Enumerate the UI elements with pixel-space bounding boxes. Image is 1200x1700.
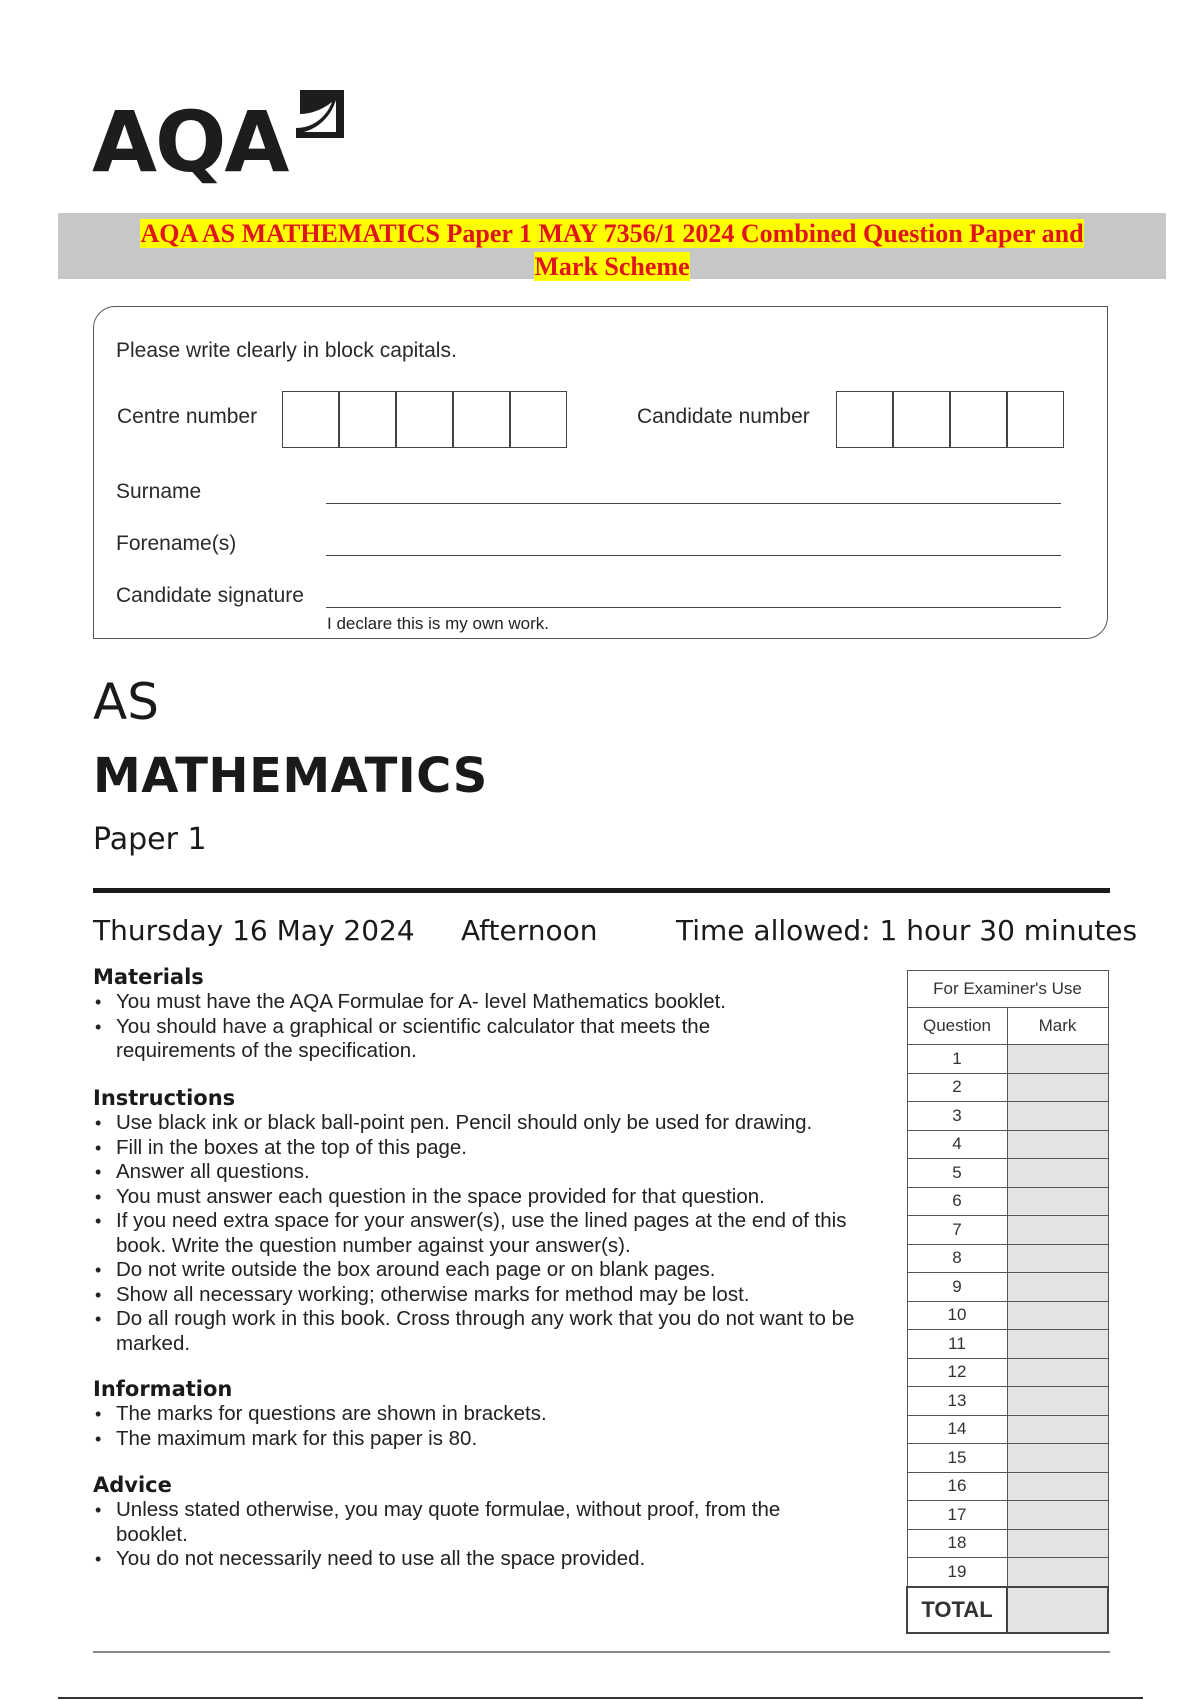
table-row — [907, 1415, 1108, 1444]
table-row — [907, 1073, 1108, 1102]
advice-heading: Advice — [93, 1473, 172, 1497]
centre-number-digit[interactable] — [453, 391, 510, 448]
question-number: 11 — [907, 1330, 1007, 1359]
mark-cell[interactable] — [1007, 1558, 1108, 1587]
subject-title: MATHEMATICS — [93, 748, 488, 804]
table-row — [907, 1130, 1108, 1159]
table-row — [907, 1159, 1108, 1188]
list-item: • Answer all questions. — [93, 1160, 893, 1185]
table-row — [907, 1529, 1108, 1558]
list-item: • The maximum mark for this paper is 80. — [93, 1427, 893, 1452]
mark-cell[interactable] — [1007, 1216, 1108, 1245]
question-number: 2 — [907, 1073, 1007, 1102]
list-item: • Fill in the boxes at the top of this page. — [93, 1136, 893, 1161]
question-column-header: Question — [907, 1008, 1007, 1045]
table-row — [907, 1558, 1108, 1587]
page-bottom-edge — [58, 1697, 1143, 1699]
candidate-number-digit[interactable] — [950, 391, 1007, 448]
question-number: 6 — [907, 1187, 1007, 1216]
list-item: • Show all necessary working; otherwise marks for method may be lost. — [93, 1283, 893, 1308]
forename-label: Forename(s) — [116, 532, 237, 555]
centre-number-digit[interactable] — [282, 391, 339, 448]
banner-line-1: AQA AS MATHEMATICS Paper 1 MAY 7356/1 2024 Combined Question Paper and — [140, 219, 1084, 248]
mark-cell[interactable] — [1007, 1501, 1108, 1530]
surname-label: Surname — [116, 480, 202, 503]
information-section — [93, 1376, 893, 1451]
mark-cell[interactable] — [1007, 1330, 1108, 1359]
mark-cell[interactable] — [1007, 1102, 1108, 1131]
examiner-use-table — [906, 970, 1109, 1634]
mark-cell[interactable] — [1007, 1415, 1108, 1444]
candidate-number-digit[interactable] — [893, 391, 950, 448]
table-row — [907, 1301, 1108, 1330]
table-row — [907, 1102, 1108, 1131]
table-row — [907, 1273, 1108, 1302]
logo-mark-icon — [292, 88, 348, 140]
candidate-number-field[interactable] — [836, 391, 1066, 448]
qualification-level: AS — [93, 673, 159, 731]
list-item: • You should have a graphical or scientific calculator that meets the requirements of the specification. — [93, 1015, 806, 1064]
candidate-details-box — [93, 306, 1108, 639]
table-row — [907, 1330, 1108, 1359]
list-item: • The marks for questions are shown in brackets. — [93, 1402, 893, 1427]
question-number: 9 — [907, 1273, 1007, 1302]
list-item: • Do all rough work in this book. Cross through any work that you do not want to be marked. — [93, 1307, 901, 1356]
table-row — [907, 1472, 1108, 1501]
question-number: 16 — [907, 1472, 1007, 1501]
forename-field[interactable] — [326, 555, 1061, 556]
table-row — [907, 1216, 1108, 1245]
table-row — [907, 1187, 1108, 1216]
question-number: 15 — [907, 1444, 1007, 1473]
mark-cell[interactable] — [1007, 1387, 1108, 1416]
divider — [93, 888, 1110, 893]
list-item: • Unless stated otherwise, you may quote formulae, without proof, from the booklet. — [93, 1498, 836, 1547]
footer-divider — [93, 1651, 1110, 1653]
centre-number-digit[interactable] — [396, 391, 453, 448]
candidate-number-label: Candidate number — [637, 405, 810, 428]
title-banner — [58, 213, 1166, 279]
table-row — [907, 1358, 1108, 1387]
mark-cell[interactable] — [1007, 1529, 1108, 1558]
logo-text: AQA — [92, 93, 288, 191]
question-number: 1 — [907, 1045, 1007, 1074]
table-row — [907, 1444, 1108, 1473]
signature-label: Candidate signature — [116, 584, 304, 607]
candidate-number-digit[interactable] — [1007, 391, 1064, 448]
total-label: TOTAL — [907, 1587, 1007, 1633]
mark-cell[interactable] — [1007, 1358, 1108, 1387]
table-row — [907, 1244, 1108, 1273]
mark-cell[interactable] — [1007, 1472, 1108, 1501]
mark-cell[interactable] — [1007, 1273, 1108, 1302]
advice-section — [93, 1472, 893, 1572]
mark-cell[interactable] — [1007, 1045, 1108, 1074]
aqa-logo — [92, 82, 362, 191]
question-number: 12 — [907, 1358, 1007, 1387]
question-number: 18 — [907, 1529, 1007, 1558]
instructions-heading: Instructions — [93, 1086, 236, 1110]
list-item: • You must answer each question in the space provided for that question. — [93, 1185, 893, 1210]
question-number: 7 — [907, 1216, 1007, 1245]
centre-number-digit[interactable] — [339, 391, 396, 448]
examiner-table-title: For Examiner's Use — [907, 971, 1108, 1008]
question-number: 5 — [907, 1159, 1007, 1188]
list-item: • You must have the AQA Formulae for A- level Mathematics booklet. — [93, 990, 893, 1015]
list-item: • Do not write outside the box around each page or on blank pages. — [93, 1258, 893, 1283]
list-item: • You do not necessarily need to use all the space provided. — [93, 1547, 893, 1572]
total-mark-cell[interactable] — [1007, 1587, 1108, 1633]
question-number: 13 — [907, 1387, 1007, 1416]
centre-number-field[interactable] — [282, 391, 569, 448]
question-number: 14 — [907, 1415, 1007, 1444]
list-item: • Use black ink or black ball-point pen. Pencil should only be used for drawing. — [93, 1111, 893, 1136]
declaration-text: I declare this is my own work. — [327, 614, 550, 633]
table-row — [907, 1501, 1108, 1530]
block-capitals-instruction: Please write clearly in block capitals. — [116, 339, 457, 362]
question-number: 3 — [907, 1102, 1007, 1131]
time-allowed: Time allowed: 1 hour 30 minutes — [676, 914, 1138, 947]
centre-number-label: Centre number — [117, 405, 258, 428]
mark-column-header: Mark — [1007, 1008, 1108, 1045]
question-number: 4 — [907, 1130, 1007, 1159]
paper-title: Paper 1 — [93, 822, 207, 857]
mark-cell[interactable] — [1007, 1187, 1108, 1216]
surname-field[interactable] — [326, 503, 1061, 504]
mark-cell[interactable] — [1007, 1130, 1108, 1159]
total-row — [907, 1587, 1108, 1633]
exam-date: Thursday 16 May 2024 — [93, 914, 415, 947]
mark-cell[interactable] — [1007, 1444, 1108, 1473]
question-number: 10 — [907, 1301, 1007, 1330]
mark-cell[interactable] — [1007, 1244, 1108, 1273]
banner-line-2: Mark Scheme — [534, 252, 690, 281]
question-number: 8 — [907, 1244, 1007, 1273]
information-heading: Information — [93, 1377, 233, 1401]
instructions-section — [93, 1085, 893, 1356]
exam-session: Afternoon — [461, 914, 598, 947]
list-item: • If you need extra space for your answer(s), use the lined pages at the end of this book. Write the question number against your answer(s). — [93, 1209, 901, 1258]
mark-cell[interactable] — [1007, 1073, 1108, 1102]
mark-cell[interactable] — [1007, 1159, 1108, 1188]
materials-section — [93, 964, 893, 1064]
table-row — [907, 1387, 1108, 1416]
question-number: 17 — [907, 1501, 1007, 1530]
centre-number-digit[interactable] — [510, 391, 567, 448]
table-row — [907, 1045, 1108, 1074]
question-number: 19 — [907, 1558, 1007, 1587]
signature-field[interactable] — [326, 607, 1061, 608]
candidate-number-digit[interactable] — [836, 391, 893, 448]
mark-cell[interactable] — [1007, 1301, 1108, 1330]
materials-heading: Materials — [93, 965, 204, 989]
